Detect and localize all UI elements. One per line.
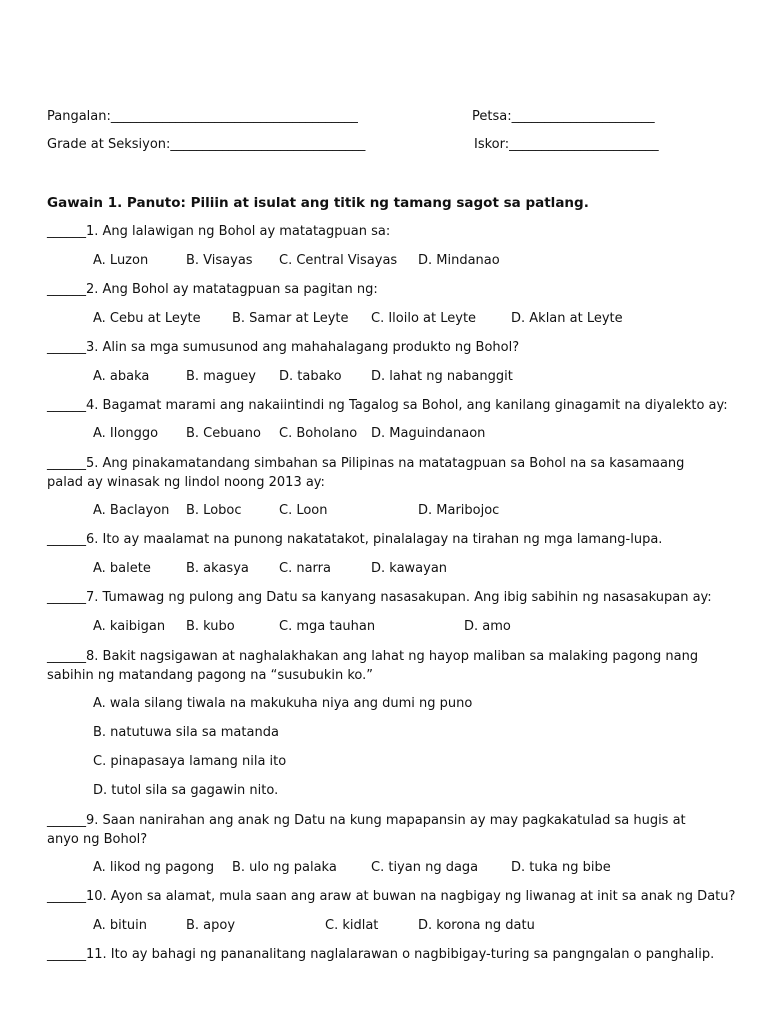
question-6: ______6. Ito ay maalamat na punong nakatatakot, pinalalagay na tirahan ng mga lamang-lupa.: [47, 532, 663, 547]
date-field: Petsa:______________________: [472, 109, 655, 124]
question-7: ______7. Tumawag ng pulong ang Datu sa kanyang nasasakupan. Ang ibig sabihin ng nasasakupan ay:: [47, 590, 712, 605]
question-9: ______9. Saan nanirahan ang anak ng Datu na kung mapapansin ay may pagkakatulad sa hugis at anyo ng Bohol?: [47, 813, 686, 847]
q9-choice-a: A. likod ng pagong: [93, 860, 215, 875]
question-3: ______3. Alin sa mga sumusunod ang mahahalagang produkto ng Bohol?: [47, 340, 520, 355]
q4-choice-a: A. Ilonggo: [93, 426, 159, 441]
q8-choice-c: C. pinapasaya lamang nila ito: [93, 754, 287, 769]
q4-choice-b: B. Cebuano: [186, 426, 261, 441]
q8-choice-b: B. natutuwa sila sa matanda: [93, 725, 279, 740]
question-2: ______2. Ang Bohol ay matatagpuan sa pagitan ng:: [47, 282, 378, 297]
q3-choice-a: A. abaka: [93, 369, 150, 384]
q10-choice-b: B. apoy: [186, 918, 236, 933]
grade-section-field: Grade at Seksiyon:______________________________: [47, 137, 366, 152]
q6-choice-d: D. kawayan: [371, 561, 448, 576]
q1-choice-d: D. Mindanao: [418, 253, 500, 268]
q8-choice-a: A. wala silang tiwala na makukuha niya ang dumi ng puno: [93, 696, 473, 711]
q4-choice-c: C. Boholano: [279, 426, 358, 441]
question-11: ______11. Ito ay bahagi ng pananalitang naglalarawan o nagbibigay-turing sa pangngalan o panghalip.: [47, 947, 715, 962]
q3-choice-b: B. maguey: [186, 369, 256, 384]
question-4: ______4. Bagamat marami ang nakaiintindi ng Tagalog sa Bohol, ang kanilang ginagamit na diyalekto ay:: [47, 398, 728, 413]
q1-choice-c: C. Central Visayas: [279, 253, 398, 268]
q2-choice-b: B. Samar at Leyte: [232, 311, 349, 326]
score-field: Iskor:_______________________: [474, 137, 659, 152]
name-field: Pangalan:______________________________________: [47, 109, 358, 124]
q6-choice-b: B. akasya: [186, 561, 249, 576]
question-10: ______10. Ayon sa alamat, mula saan ang araw at buwan na nagbigay ng liwanag at init sa anak ng Datu?: [47, 889, 736, 904]
q6-choice-a: A. balete: [93, 561, 151, 576]
question-1: ______1. Ang lalawigan ng Bohol ay matatagpuan sa:: [47, 224, 391, 239]
q7-choice-a: A. kaibigan: [93, 619, 166, 634]
q7-choice-d: D. amo: [464, 619, 511, 634]
q6-choice-c: C. narra: [279, 561, 331, 576]
question-8: ______8. Bakit nagsigawan at naghalakhakan ang lahat ng hayop maliban sa malaking pagong nang sabihin ng matandang pagong na “susubukin ko.”: [47, 649, 699, 683]
q9-choice-b: B. ulo ng palaka: [232, 860, 337, 875]
q8-choice-d: D. tutol sila sa gagawin nito.: [93, 783, 279, 798]
q3-choice-d: D. lahat ng nabanggit: [371, 369, 513, 384]
q4-choice-d: D. Maguindanaon: [371, 426, 486, 441]
q3-choice-c: D. tabako: [279, 369, 342, 384]
q1-choice-a: A. Luzon: [93, 253, 149, 268]
q9-choice-d: D. tuka ng bibe: [511, 860, 611, 875]
q5-choice-c: C. Loon: [279, 503, 328, 518]
q10-choice-c: C. kidlat: [325, 918, 379, 933]
q5-choice-a: A. Baclayon: [93, 503, 170, 518]
q7-choice-b: B. kubo: [186, 619, 235, 634]
q7-choice-c: C. mga tauhan: [279, 619, 376, 634]
q5-choice-d: D. Maribojoc: [418, 503, 500, 518]
q5-choice-b: B. Loboc: [186, 503, 242, 518]
q2-choice-c: C. Iloilo at Leyte: [371, 311, 477, 326]
q2-choice-d: D. Aklan at Leyte: [511, 311, 623, 326]
q2-choice-a: A. Cebu at Leyte: [93, 311, 201, 326]
q1-choice-b: B. Visayas: [186, 253, 253, 268]
question-5: ______5. Ang pinakamatandang simbahan sa Pilipinas na matatagpuan sa Bohol na sa kasamaang palad ay winasak ng lindol noong 2013 ay:: [47, 456, 685, 490]
q10-choice-d: D. korona ng datu: [418, 918, 535, 933]
activity-title: Gawain 1. Panuto: Piliin at isulat ang titik ng tamang sagot sa patlang.: [47, 195, 589, 211]
q10-choice-a: A. bituin: [93, 918, 147, 933]
q9-choice-c: C. tiyan ng daga: [371, 860, 479, 875]
